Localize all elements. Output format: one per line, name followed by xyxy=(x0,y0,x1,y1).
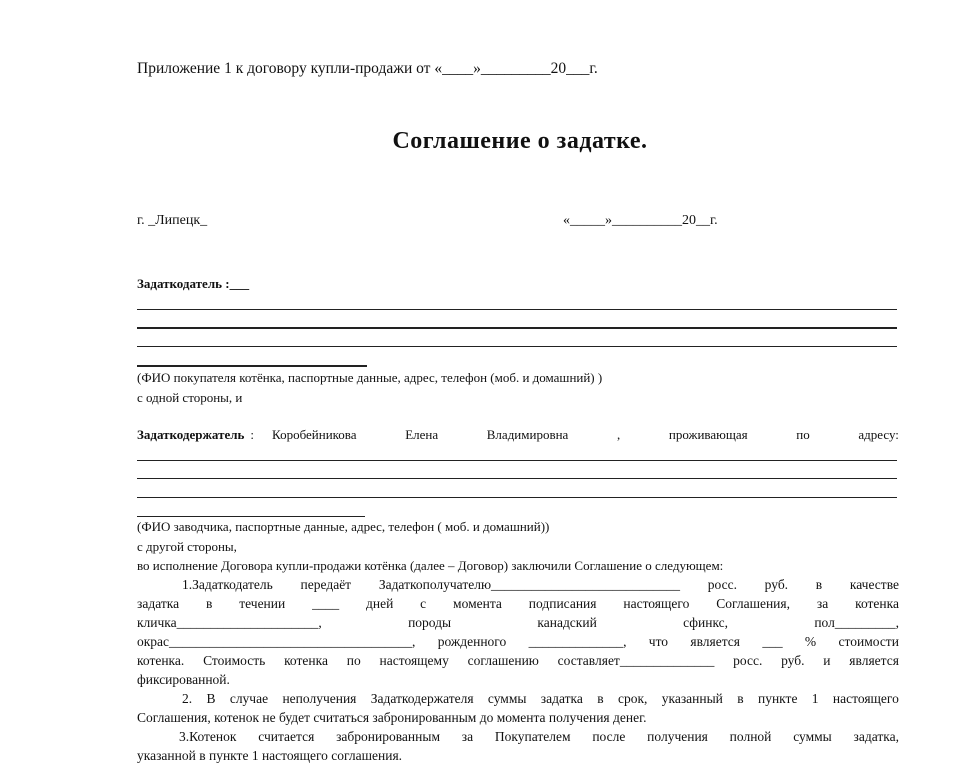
clause-word: пункте xyxy=(757,691,798,706)
clause-word: и xyxy=(823,653,831,668)
clause-word: дней xyxy=(365,596,394,611)
clause-word: Задаткополучателю____________________________ xyxy=(378,577,681,592)
intro: во исполнение Договора купли-продажи котёнка (далее – Договор) заключили Соглашение о следующем: xyxy=(137,558,724,573)
clause-word: Соглашения, xyxy=(716,596,790,611)
holder-word: Владимировна xyxy=(486,427,569,442)
depositor-line[interactable] xyxy=(137,346,897,347)
clause-word: кличка_____________________, xyxy=(137,615,322,630)
clause-word: ______________, xyxy=(528,634,627,649)
depositor-label: Задаткодатель :___ xyxy=(137,276,250,291)
clause-word: 1.Задаткодатель xyxy=(182,577,273,592)
holder-line[interactable] xyxy=(137,497,897,498)
clause-word: рожденного xyxy=(437,634,507,649)
place: г. _Липецк_ xyxy=(137,213,208,228)
clause1-line xyxy=(137,596,899,612)
clause-word: породы xyxy=(408,615,452,630)
clause1-last-line: фиксированной. xyxy=(137,672,230,687)
clause1-line xyxy=(137,653,899,669)
holder-label: Задаткодержатель xyxy=(137,427,245,442)
clause-word: качестве xyxy=(849,577,899,592)
clause-word: указанный xyxy=(661,691,723,706)
holder-name-address xyxy=(272,427,899,443)
clause-word: 2. xyxy=(182,691,193,706)
document-title: Соглашение о задатке. xyxy=(392,128,648,154)
clause-word: задатка xyxy=(137,596,180,611)
clause-word: в xyxy=(205,596,213,611)
holder-colon: : xyxy=(250,427,255,442)
clause-word: росс. xyxy=(707,577,737,592)
clause-word: задатка, xyxy=(853,729,899,744)
holder-side: с другой стороны, xyxy=(137,539,237,554)
clause-word: в xyxy=(597,691,604,706)
clause-word: настоящему xyxy=(379,653,449,668)
clause-word: полной xyxy=(729,729,772,744)
holder-line[interactable] xyxy=(137,516,365,517)
clause-word: Покупателем xyxy=(494,729,571,744)
depositor-caption: (ФИО покупателя котёнка, паспортные данные, адрес, телефон (моб. и домашний) ) xyxy=(137,370,603,385)
clause-word: В xyxy=(206,691,216,706)
clause-word: за xyxy=(816,596,829,611)
clause-word: канадский xyxy=(537,615,597,630)
clause-word: % xyxy=(804,634,817,649)
clause-word: что xyxy=(648,634,669,649)
clause-word: суммы xyxy=(487,691,527,706)
clause2-last-line: Соглашения, котенок не будет считаться забронированным до момента получения денег. xyxy=(137,710,647,725)
clause-word: получения xyxy=(647,729,708,744)
holder-word: проживающая xyxy=(668,427,748,442)
clause-word: за xyxy=(461,729,474,744)
clause-word: считается xyxy=(258,729,315,744)
clause3-last-line: указанной в пункте 1 настоящего соглашения. xyxy=(137,748,403,763)
clause1-line xyxy=(137,634,899,650)
clause-word: котенка xyxy=(855,596,899,611)
clause-word: стоимости xyxy=(838,634,899,649)
holder-word: по xyxy=(796,427,810,442)
clause-word: соглашению xyxy=(467,653,539,668)
clause-word: подписания xyxy=(528,596,597,611)
holder-word: , xyxy=(616,427,621,442)
clause-word: руб. xyxy=(781,653,805,668)
depositor-line[interactable] xyxy=(137,327,897,329)
clause-word: росс. xyxy=(733,653,763,668)
holder-caption: (ФИО заводчика, паспортные данные, адрес, телефон ( моб. и домашний)) xyxy=(137,519,550,534)
clause-word: в xyxy=(815,577,823,592)
holder-word: Елена xyxy=(405,427,439,442)
clause-word: по xyxy=(346,653,361,668)
clause-word: в xyxy=(737,691,744,706)
clause-word: суммы xyxy=(793,729,832,744)
clause1-line xyxy=(137,577,899,593)
clause-word: является xyxy=(849,653,899,668)
clause-word: 1 xyxy=(811,691,819,706)
clause-word: неполучения xyxy=(282,691,357,706)
clause-word: Задаткодержателя xyxy=(370,691,474,706)
holder-word: адресу: xyxy=(858,427,899,442)
clause-word: задатка xyxy=(540,691,583,706)
clause2-line xyxy=(137,691,899,707)
clause3-line xyxy=(137,729,899,745)
holder-word: Коробейникова xyxy=(272,427,357,442)
header-line: Приложение 1 к договору купли-продажи от «____»_________20___г. xyxy=(137,60,598,77)
clause-word: ___ xyxy=(762,634,783,649)
clause-word: окрас____________________________________, xyxy=(137,634,416,649)
clause-word: момента xyxy=(453,596,502,611)
clause-word: передаёт xyxy=(300,577,352,592)
clause-word: составляет______________ xyxy=(557,653,715,668)
clause-word: сфинкс, xyxy=(683,615,729,630)
holder-line[interactable] xyxy=(137,460,897,461)
holder-line[interactable] xyxy=(137,478,897,479)
depositor-side: с одной стороны, и xyxy=(137,390,243,405)
clause-word: котенка xyxy=(284,653,328,668)
clause-word: настоящего xyxy=(623,596,690,611)
clause-word: котенка. xyxy=(137,653,185,668)
clause-word: Стоимость xyxy=(203,653,266,668)
holder-row xyxy=(137,427,899,443)
clause-word: настоящего xyxy=(832,691,899,706)
clause-word: случае xyxy=(229,691,269,706)
clause-word: является xyxy=(690,634,741,649)
depositor-line[interactable] xyxy=(137,309,897,310)
clause-word: забронированным xyxy=(336,729,440,744)
clause-word: течении xyxy=(239,596,286,611)
depositor-line[interactable] xyxy=(137,365,367,367)
clause-word: срок, xyxy=(617,691,648,706)
clause-word: после xyxy=(592,729,626,744)
date: «_____»__________20__г. xyxy=(563,213,718,228)
clause-word: с xyxy=(420,596,427,611)
clause-word: ____ xyxy=(312,596,340,611)
clause-word: 3.Котенок xyxy=(179,729,237,744)
clause-word: пол_________, xyxy=(814,615,899,630)
clause1-line xyxy=(137,615,899,631)
clause-word: руб. xyxy=(764,577,789,592)
